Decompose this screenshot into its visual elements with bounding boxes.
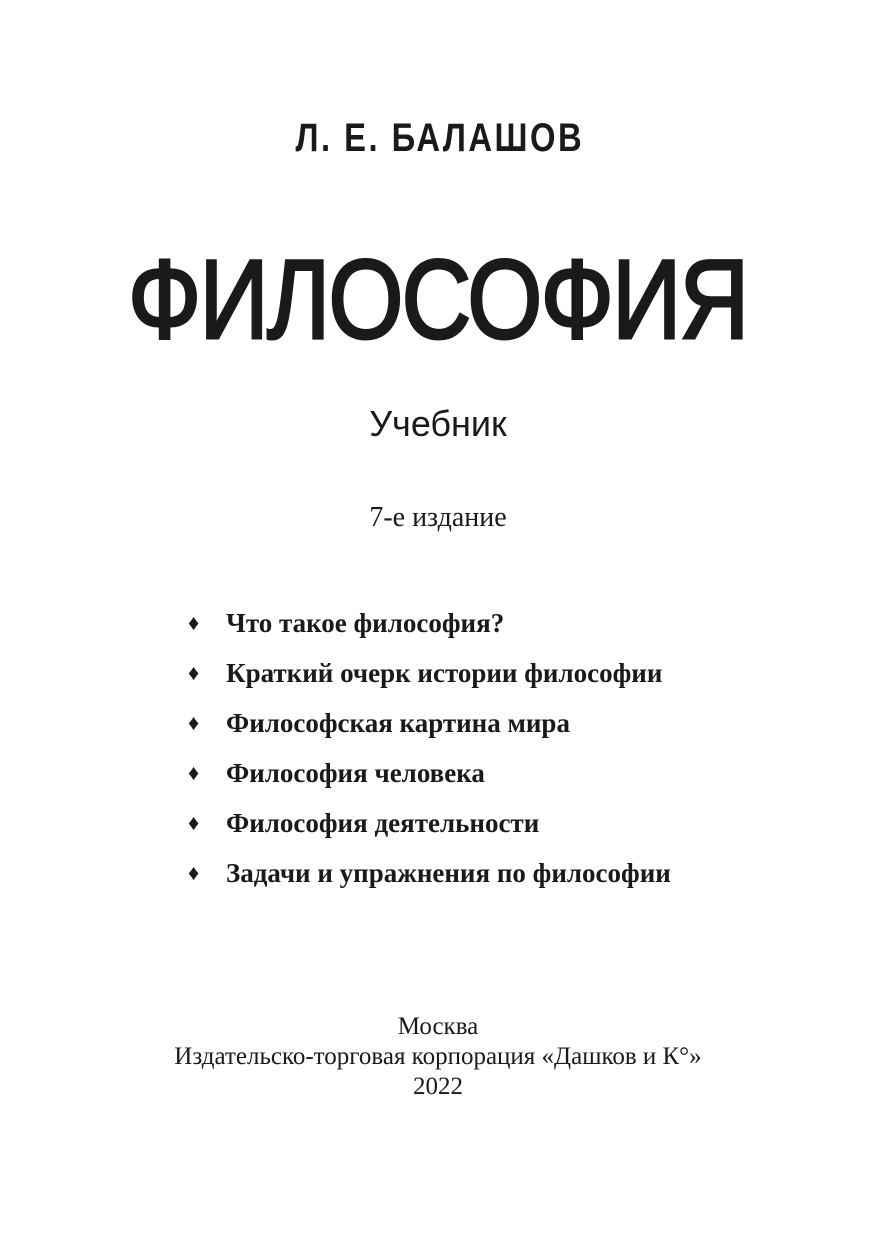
diamond-bullet-icon: ♦ xyxy=(188,710,200,735)
contents-item-text: Философия человека xyxy=(226,757,485,788)
imprint-city: Москва xyxy=(397,1013,479,1040)
edition-label: 7-е издание xyxy=(369,502,507,533)
contents-item-text: Что такое философия? xyxy=(226,607,505,638)
diamond-bullet-icon: ♦ xyxy=(188,810,200,835)
contents-item-text: Задачи и упражнения по философии xyxy=(226,857,671,888)
contents-item xyxy=(188,648,808,698)
imprint-year: 2022 xyxy=(413,1073,463,1100)
contents-item-text: Краткий очерк истории философии xyxy=(226,657,663,688)
contents-item xyxy=(188,748,808,798)
diamond-bullet-icon: ♦ xyxy=(188,610,200,635)
contents-item xyxy=(188,848,808,898)
contents-item-text: Философская картина мира xyxy=(226,707,570,738)
imprint xyxy=(0,1012,876,1102)
contents-item xyxy=(188,798,808,848)
author-name: Л. Е. БАЛАШОВ xyxy=(295,116,585,160)
contents-item-text: Философия деятельности xyxy=(226,807,540,838)
contents-list xyxy=(188,598,808,898)
diamond-bullet-icon: ♦ xyxy=(188,860,200,885)
contents-item xyxy=(188,698,808,748)
diamond-bullet-icon: ♦ xyxy=(188,660,200,685)
diamond-bullet-icon: ♦ xyxy=(188,760,200,785)
imprint-publisher: Издательско-торговая корпорация «Дашков и К°» xyxy=(174,1043,702,1070)
contents-item xyxy=(188,598,808,648)
book-subtitle: Учебник xyxy=(369,403,507,444)
book-title: ФИЛОСОФИЯ xyxy=(127,237,748,362)
